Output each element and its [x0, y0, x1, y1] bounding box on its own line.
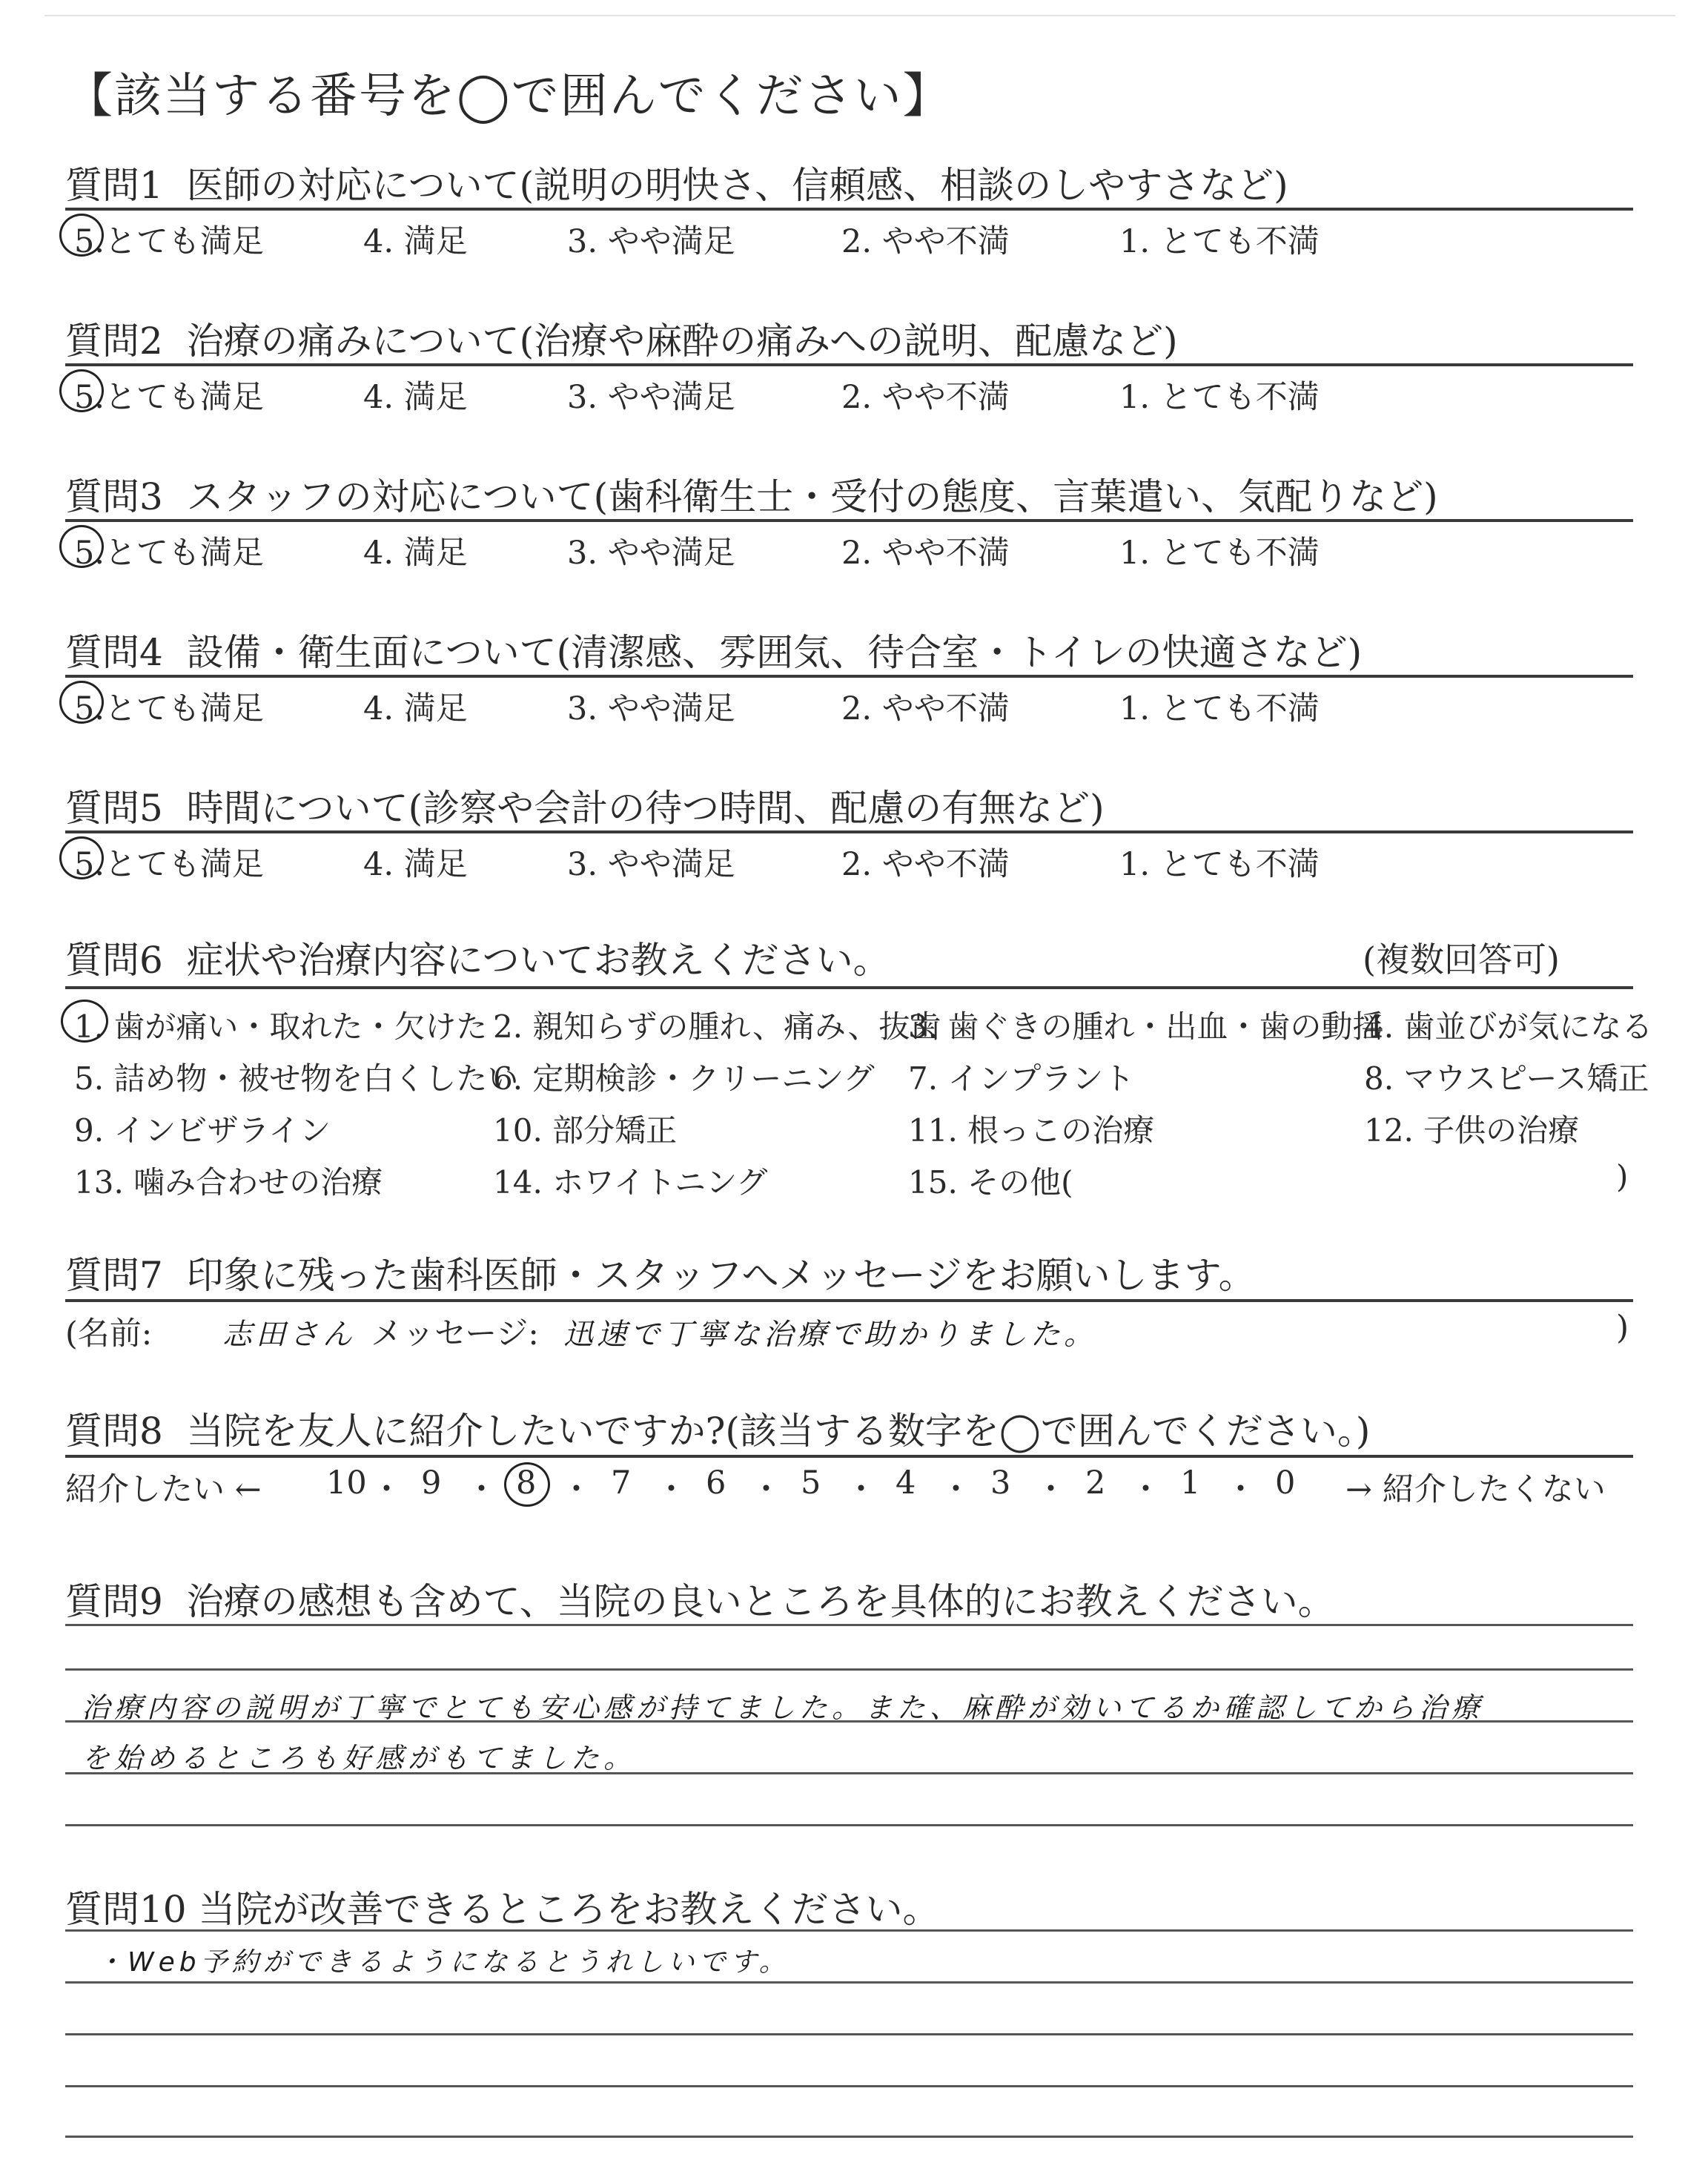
q6-option-5[interactable]: 5. 詰め物・被せ物を白くしたい: [74, 1060, 519, 1097]
q6-option-11[interactable]: 11. 根っこの治療: [908, 1112, 1155, 1149]
q9-rule-2: [65, 1668, 1633, 1671]
q4-text: 設備・衛生面について(清潔感、雰囲気、待合室・トイレの快適さなど): [186, 631, 1363, 674]
q7-message-label: メッセージ:: [371, 1315, 539, 1353]
top-border: [44, 15, 1675, 16]
q9-text: 治療の感想も含めて、当院の良いところを具体的にお教えください。: [186, 1580, 1335, 1623]
q8-scale-8[interactable]: 8: [516, 1464, 537, 1502]
q6-option-10[interactable]: 10. 部分矯正: [493, 1112, 678, 1149]
q2-label: 質問2: [65, 320, 163, 363]
q4-rule: [65, 675, 1633, 678]
q5-option-3[interactable]: 3. やや満足: [567, 846, 735, 883]
q8-left-label: 紹介したい ←: [65, 1471, 262, 1508]
q8-scale-separator: ・: [845, 1471, 877, 1508]
q6-option-8[interactable]: 8. マウスピース矯正: [1364, 1060, 1649, 1097]
q1-title: [65, 156, 1288, 209]
q8-scale-separator: ・: [371, 1471, 403, 1508]
q10-label: 質問10: [65, 1888, 187, 1931]
q5-title: [65, 779, 1105, 832]
q1-text: 医師の対応について(説明の明快さ、信頼感、相談のしやすさなど): [186, 164, 1288, 207]
q7-title: [65, 1246, 1256, 1299]
q10-answer-line-1[interactable]: ・Web予約ができるようになるとうれしいです。: [96, 1947, 790, 1978]
q5-text: 時間について(診察や会計の待つ時間、配慮の有無など): [186, 787, 1105, 830]
q6-option-1[interactable]: 1. 歯が痛い・取れた・欠けた: [74, 1008, 488, 1045]
q10-rule-2: [65, 1981, 1633, 1984]
q8-selected-circle: [504, 1462, 550, 1507]
q9-answer-line-1[interactable]: 治療内容の説明が丁寧でとても安心感が持てました。また、麻酔が効いてるか確認してから治療: [82, 1691, 1485, 1724]
q9-rule-3: [65, 1720, 1633, 1723]
q8-scale-5[interactable]: 5: [801, 1464, 821, 1502]
q6-option-9[interactable]: 9. インビザライン: [74, 1112, 331, 1149]
q8-scale-6[interactable]: 6: [706, 1464, 726, 1502]
q8-scale-separator: ・: [940, 1471, 972, 1508]
q7-text: 印象に残った歯科医師・スタッフへメッセージをお願いします。: [186, 1254, 1256, 1297]
q9-answer-line-2[interactable]: を始めるところも好感がもてました。: [82, 1742, 637, 1774]
q6-selected-circle: [61, 1000, 108, 1043]
q8-scale-10[interactable]: 10: [326, 1464, 367, 1502]
q8-label: 質問8: [65, 1410, 163, 1453]
q6-text: 症状や治療内容についてお教えください。: [186, 939, 890, 982]
q8-scale-separator: ・: [1035, 1471, 1067, 1508]
q4-option-3[interactable]: 3. やや満足: [567, 690, 735, 727]
q9-title: [65, 1572, 1335, 1625]
q1-label: 質問1: [65, 164, 163, 207]
q8-scale-2[interactable]: 2: [1085, 1464, 1106, 1502]
q6-option-13[interactable]: 13. 噛み合わせの治療: [74, 1164, 383, 1200]
q5-selected-circle: [59, 836, 104, 879]
q8-scale-4[interactable]: 4: [896, 1464, 916, 1502]
q2-option-1[interactable]: 1. とても不満: [1119, 379, 1320, 416]
q2-option-4[interactable]: 4. 満足: [363, 379, 468, 416]
q10-rule-4: [65, 2085, 1633, 2087]
q7-name-label: (名前:: [65, 1315, 153, 1353]
q1-option-4[interactable]: 4. 満足: [363, 223, 468, 260]
q3-option-3[interactable]: 3. やや満足: [567, 535, 735, 572]
q2-rule: [65, 363, 1633, 366]
q4-option-1[interactable]: 1. とても不満: [1119, 690, 1320, 727]
q5-option-2[interactable]: 2. やや不満: [841, 846, 1010, 883]
q2-option-2[interactable]: 2. やや不満: [841, 379, 1010, 416]
q3-selected-circle: [59, 525, 104, 568]
q9-rule-1: [65, 1624, 1633, 1626]
q4-selected-circle: [59, 681, 104, 724]
q5-option-4[interactable]: 4. 満足: [363, 846, 468, 883]
q10-text: 当院が改善できるところをお教えください。: [198, 1888, 940, 1931]
q4-option-4[interactable]: 4. 満足: [363, 690, 468, 727]
q1-option-3[interactable]: 3. やや満足: [567, 223, 735, 260]
q7-rule: [65, 1299, 1633, 1302]
q6-note: (複数回答可): [1363, 939, 1560, 980]
q2-title: [65, 311, 1178, 365]
q6-option-14[interactable]: 14. ホワイトニング: [493, 1164, 768, 1200]
q9-rule-4: [65, 1772, 1633, 1774]
q7-label: 質問7: [65, 1254, 163, 1297]
q3-rule: [65, 519, 1633, 522]
q8-rule: [65, 1455, 1633, 1458]
q4-option-2[interactable]: 2. やや不満: [841, 690, 1010, 727]
q8-scale-separator: ・: [750, 1471, 782, 1508]
q5-option-1[interactable]: 1. とても不満: [1119, 846, 1320, 883]
q1-option-5[interactable]: 5.とても満足: [74, 223, 265, 260]
q8-scale-3[interactable]: 3: [990, 1464, 1011, 1502]
q6-label: 質問6: [65, 939, 163, 982]
q2-selected-circle: [59, 369, 104, 412]
q7-name-value[interactable]: 志田さん: [222, 1318, 356, 1352]
q2-option-5[interactable]: 5.とても満足: [74, 379, 265, 416]
q8-scale-separator: ・: [560, 1471, 592, 1508]
q8-text: 当院を友人に紹介したいですか?(該当する数字を◯で囲んでください。): [186, 1410, 1371, 1453]
q6-option-4[interactable]: 4. 歯並びが気になる: [1364, 1008, 1653, 1045]
q8-scale-separator: ・: [466, 1471, 497, 1508]
q3-option-4[interactable]: 4. 満足: [363, 535, 468, 572]
q4-title: [65, 623, 1362, 676]
q8-right-label: → 紹介したくない: [1345, 1471, 1606, 1508]
q3-label: 質問3: [65, 475, 163, 518]
q1-rule: [65, 208, 1633, 211]
q6-option-6[interactable]: 6. 定期検診・クリーニング: [493, 1060, 875, 1097]
q8-scale-separator: ・: [1130, 1471, 1162, 1508]
q6-option-3[interactable]: 3. 歯ぐきの腫れ・出血・歯の動揺: [908, 1008, 1384, 1045]
q6-title: [65, 931, 890, 984]
q6-option-15[interactable]: 15. その他(: [908, 1164, 1073, 1200]
q5-rule: [65, 830, 1633, 833]
q5-label: 質問5: [65, 787, 163, 830]
q5-option-5[interactable]: 5.とても満足: [74, 846, 265, 883]
q8-scale-1[interactable]: 1: [1180, 1464, 1201, 1502]
q3-text: スタッフの対応について(歯科衛生士・受付の態度、言葉遣い、気配りなど): [186, 475, 1438, 518]
q1-option-2[interactable]: 2. やや不満: [841, 223, 1010, 260]
q4-option-5[interactable]: 5.とても満足: [74, 690, 265, 727]
q9-rule-5: [65, 1824, 1633, 1826]
q10-rule-1: [65, 1929, 1633, 1932]
q8-scale-7[interactable]: 7: [611, 1464, 632, 1502]
q3-option-1[interactable]: 1. とても不満: [1119, 535, 1320, 572]
q6-rule: [65, 986, 1633, 989]
q3-title: [65, 467, 1438, 521]
q8-scale-separator: ・: [655, 1471, 687, 1508]
q6-option-12[interactable]: 12. 子供の治療: [1364, 1112, 1580, 1149]
q6-option-2[interactable]: 2. 親知らずの腫れ、痛み、抜歯: [493, 1008, 941, 1045]
q9-label: 質問9: [65, 1580, 163, 1623]
q4-label: 質問4: [65, 631, 163, 674]
q10-rule-5: [65, 2136, 1633, 2138]
q8-scale-9[interactable]: 9: [421, 1464, 442, 1502]
q7-close-paren: ): [1616, 1309, 1629, 1347]
q6-option-7[interactable]: 7. インプラント: [908, 1060, 1135, 1097]
q7-message-value[interactable]: 迅速で丁寧な治療で助かりました。: [563, 1318, 1097, 1352]
q2-option-3[interactable]: 3. やや満足: [567, 379, 735, 416]
page-title: 【該当する番号を◯で囲んでください】: [65, 69, 952, 124]
q8-scale-0[interactable]: 0: [1275, 1464, 1296, 1502]
q6-option-15-close: ): [1616, 1158, 1629, 1195]
q8-scale-separator: ・: [1225, 1471, 1257, 1508]
q10-title: [65, 1880, 940, 1933]
q3-option-5[interactable]: 5.とても満足: [74, 535, 265, 572]
q2-text: 治療の痛みについて(治療や麻酔の痛みへの説明、配慮など): [186, 320, 1178, 363]
q8-title: [65, 1401, 1370, 1455]
q10-rule-3: [65, 2033, 1633, 2035]
q3-option-2[interactable]: 2. やや不満: [841, 535, 1010, 572]
q1-option-1[interactable]: 1. とても不満: [1119, 223, 1320, 260]
q1-selected-circle: [59, 214, 104, 257]
